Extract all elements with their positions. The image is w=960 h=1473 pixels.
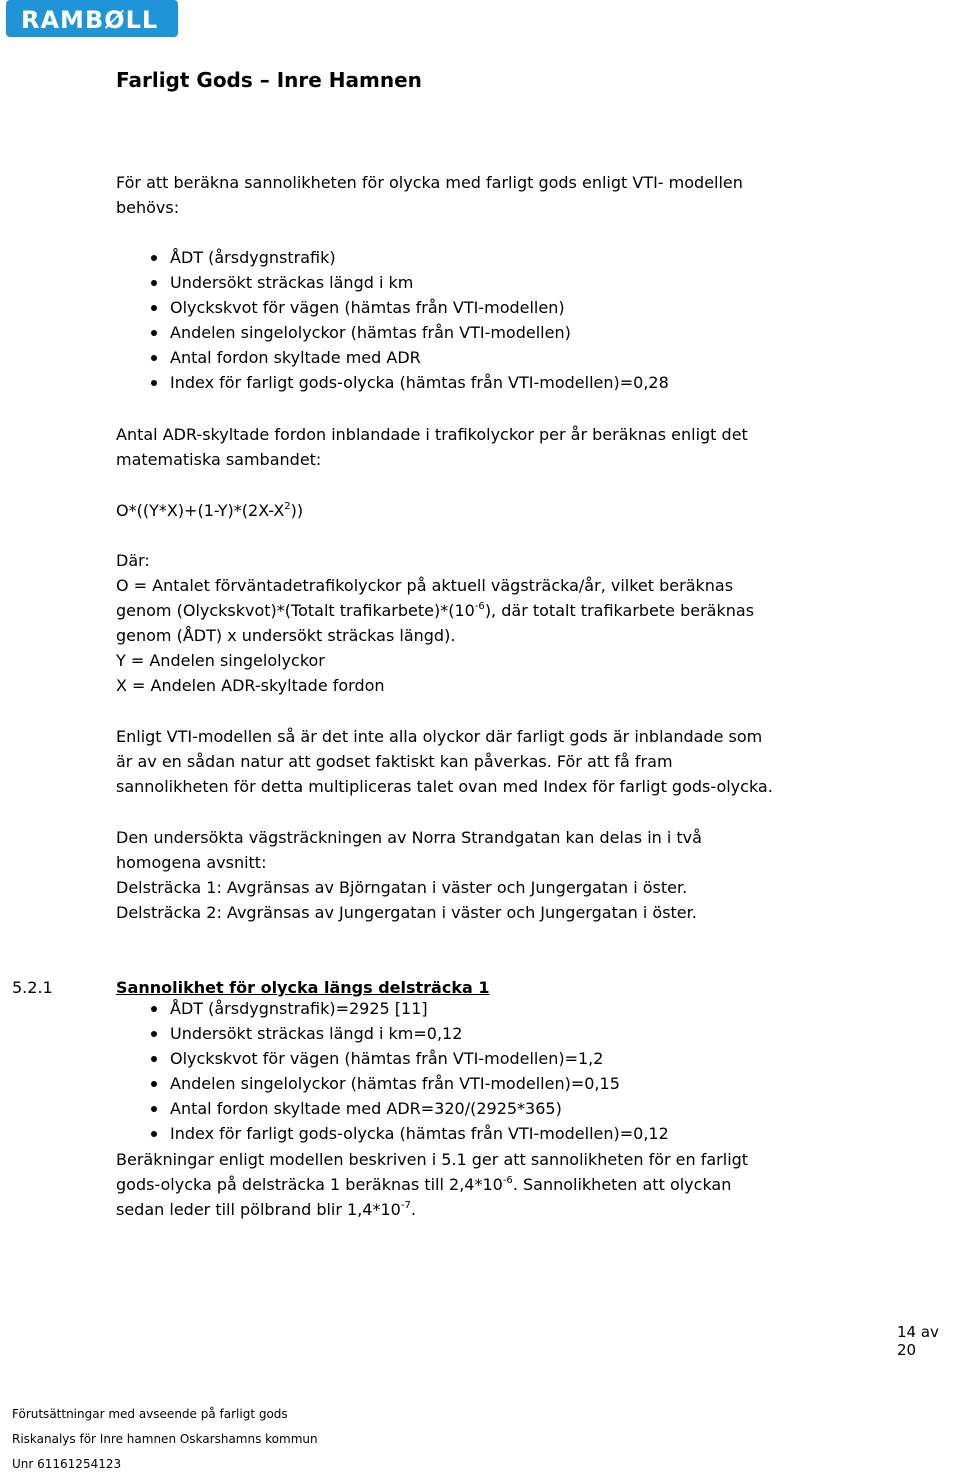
needs-list bbox=[140, 245, 669, 395]
intro-line-1: För att beräkna sannolikheten för olycka med farligt gods enligt VTI- modellen bbox=[116, 173, 743, 192]
segments-para-line-2: homogena avsnitt: bbox=[116, 853, 267, 872]
vti-para-line-3: sannolikheten för detta multipliceras talet ovan med Index för farligt gods-olycka. bbox=[116, 777, 773, 796]
footer-line-3: Unr 61161254123 bbox=[12, 1457, 122, 1471]
list-item: Antal fordon skyltade med ADR=320/(2925*365) bbox=[140, 1096, 669, 1121]
definition-x: X = Andelen ADR-skyltade fordon bbox=[116, 676, 385, 695]
footer-line-1: Förutsättningar med avseende på farligt gods bbox=[12, 1407, 288, 1421]
definition-o-line-1: O = Antalet förväntadetrafikolyckor på aktuell vägsträcka/år, vilket beräknas bbox=[116, 576, 734, 595]
result-line-3 bbox=[116, 1197, 416, 1222]
list-item: Olyckskvot för vägen (hämtas från VTI-modellen) bbox=[140, 295, 669, 320]
formula-end: )) bbox=[290, 501, 304, 520]
list-item: Andelen singelolyckor (hämtas från VTI-modellen)=0,15 bbox=[140, 1071, 669, 1096]
definition-o-text: genom (Olyckskvot)*(Totalt trafikarbete)*(10 bbox=[116, 601, 475, 620]
section-number: 5.2.1 bbox=[12, 978, 53, 997]
result-line-2 bbox=[116, 1172, 731, 1197]
definition-y: Y = Andelen singelolyckor bbox=[116, 651, 325, 670]
formula-main: O*((Y*X)+(1-Y)*(2X-X bbox=[116, 501, 285, 520]
list-item: Antal fordon skyltade med ADR bbox=[140, 345, 669, 370]
adr-para-line-1: Antal ADR-skyltade fordon inblandade i trafikolyckor per år beräknas enligt det bbox=[116, 425, 748, 444]
result-text-end: . bbox=[410, 1200, 416, 1219]
definition-o-line-2 bbox=[116, 598, 754, 623]
result-text-end: . Sannolikheten att olyckan bbox=[512, 1175, 732, 1194]
list-item: Undersökt sträckas längd i km bbox=[140, 270, 669, 295]
list-item: Index för farligt gods-olycka (hämtas från VTI-modellen)=0,12 bbox=[140, 1121, 669, 1146]
vti-para-line-1: Enligt VTI-modellen så är det inte alla olyckor där farligt gods är inblandade som bbox=[116, 727, 763, 746]
definitions-heading: Där: bbox=[116, 551, 150, 570]
vti-para-line-2: är av en sådan natur att godset faktiskt kan påverkas. För att få fram bbox=[116, 752, 673, 771]
ramboll-logo bbox=[6, 0, 178, 37]
section-title: Sannolikhet för olycka längs delsträcka 1 bbox=[116, 978, 490, 997]
definition-o-text-end: ), där totalt trafikarbete beräknas bbox=[484, 601, 755, 620]
footer-line-2: Riskanalys för Inre hamnen Oskarshamns kommun bbox=[12, 1432, 318, 1446]
section-input-list bbox=[140, 996, 669, 1146]
document-title: Farligt Gods – Inre Hamnen bbox=[116, 68, 422, 92]
result-exponent: -6 bbox=[502, 1175, 513, 1186]
list-item: Andelen singelolyckor (hämtas från VTI-modellen) bbox=[140, 320, 669, 345]
result-line-1: Beräkningar enligt modellen beskriven i 5.1 ger att sannolikheten för en farligt bbox=[116, 1150, 749, 1169]
segment-2-description: Delsträcka 2: Avgränsas av Jungergatan i väster och Jungergatan i öster. bbox=[116, 903, 697, 922]
intro-line-2: behövs: bbox=[116, 198, 180, 217]
logo-text: RAMBØLL bbox=[21, 6, 159, 34]
segments-para-line-1: Den undersökta vägsträckningen av Norra Strandgatan kan delas in i två bbox=[116, 828, 702, 847]
list-item: ÅDT (årsdygnstrafik)=2925 [11] bbox=[140, 996, 669, 1021]
list-item: Olyckskvot för vägen (hämtas från VTI-modellen)=1,2 bbox=[140, 1046, 669, 1071]
definition-o-line-3: genom (ÅDT) x undersökt sträckas längd). bbox=[116, 626, 456, 645]
list-item: ÅDT (årsdygnstrafik) bbox=[140, 245, 669, 270]
definition-o-exponent: -6 bbox=[474, 601, 485, 612]
formula bbox=[116, 498, 303, 523]
result-text: gods-olycka på delsträcka 1 beräknas till 2,4*10 bbox=[116, 1175, 503, 1194]
adr-para-line-2: matematiska sambandet: bbox=[116, 450, 322, 469]
list-item: Index för farligt gods-olycka (hämtas från VTI-modellen)=0,28 bbox=[140, 370, 669, 395]
formula-exponent: 2 bbox=[284, 501, 291, 512]
list-item: Undersökt sträckas längd i km=0,12 bbox=[140, 1021, 669, 1046]
segment-1-description: Delsträcka 1: Avgränsas av Björngatan i väster och Jungergatan i öster. bbox=[116, 878, 688, 897]
page-number: 14 av 20 bbox=[897, 1323, 939, 1359]
result-exponent: -7 bbox=[400, 1200, 411, 1211]
result-text: sedan leder till pölbrand blir 1,4*10 bbox=[116, 1200, 401, 1219]
